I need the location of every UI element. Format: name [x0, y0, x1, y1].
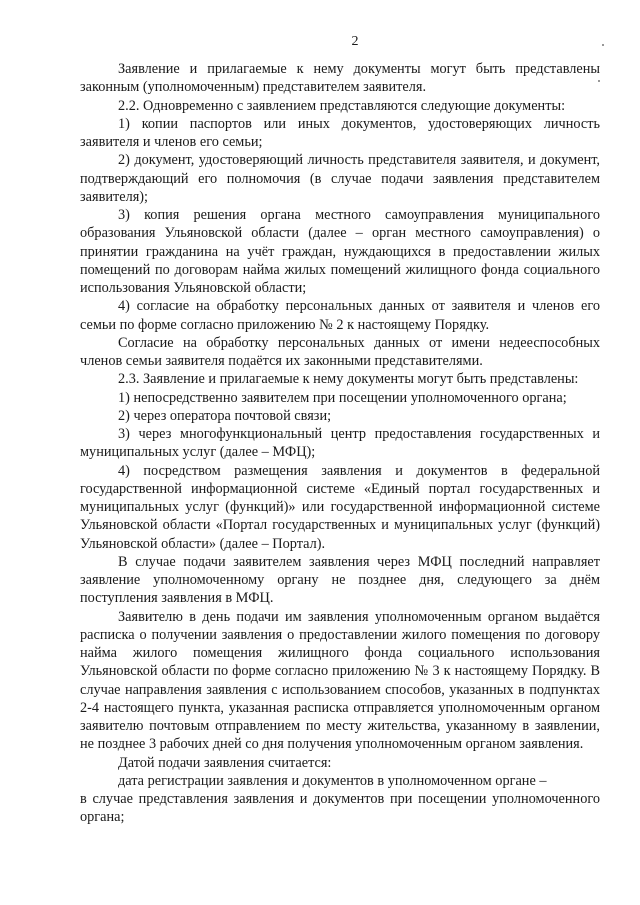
paragraph-representative: Заявление и прилагаемые к нему документы могут быть представлены законным (уполномоченным) представителем заявителя.: [80, 61, 600, 96]
page-number: 2: [351, 34, 359, 49]
paragraph-consent: Согласие на обработку персональных данных от имени недееспособных членов семьи заявителя подаётся их законными представителями.: [80, 334, 600, 369]
paragraph-2-3-item-2: 2) через оператора почтовой связи;: [118, 407, 332, 424]
paragraph-2-2-item-3: 3) копия решения органа местного самоуправления муниципального образования Ульяновской области (далее – орган местного самоуправления) о принятии гражданина на учёт граждан, нуждающихся в предоставлении жилых помещений по договорам найма жилых помещений жилищного фонда социального использования Ульяновской области;: [80, 207, 600, 296]
paragraph-2-3-item-4: 4) посредством размещения заявления и документов в федеральной государственной информационной системе «Единый портал государственных и муниципальных услуг (функций)» или государственной информационной системе Ульяновской области «Портал государственных и муниципальных услуг (функций) Ульяновской области» (далее – Портал).: [80, 462, 600, 552]
paragraph-mfc: В случае подачи заявителем заявления через МФЦ последний направляет заявление уполномоченному органу не позднее дня, следующего за днём поступления заявления в МФЦ.: [80, 553, 600, 607]
paragraph-2-2-item-2: 2) документ, удостоверяющий личность представителя заявителя, и документ, подтверждающий его полномочия (в случае подачи заявления представителем заявителя);: [80, 152, 600, 205]
paragraph-2-2-item-4: 4) согласие на обработку персональных данных от заявителя и членов его семьи по форме согласно приложению № 2 к настоящему Порядку.: [80, 298, 600, 333]
paragraph-2-3-item-1: 1) непосредственно заявителем при посещении уполномоченного органа;: [118, 389, 567, 406]
paragraph-2-2-heading: 2.2. Одновременно с заявлением представляются следующие документы:: [118, 97, 566, 114]
document-body: [80, 60, 600, 827]
scan-speck: [598, 80, 600, 82]
paragraph-filing-date: Датой подачи заявления считается:: [118, 754, 332, 771]
paragraph-receipt: Заявителю в день подачи им заявления уполномоченным органом выдаётся расписка о получении заявления о предоставлении жилого помещения по договору найма жилого помещения жилищного фонда социального использования Ульяновской области по форме согласно приложению № 3 к настоящему Порядку. В случае направления заявления с использованием способов, указанных в подпунктах 2-4 настоящего пункта, указанная расписка отправляется уполномоченным органом заявителю почтовым отправлением по месту жительства, указанному в заявлении, не позднее 3 рабочих дней со дня получения уполномоченным органом заявления.: [80, 608, 600, 753]
paragraph-registration-date: дата регистрации заявления и документов в уполномоченном органе –: [118, 772, 547, 789]
paragraph-2-3-heading: 2.3. Заявление и прилагаемые к нему документы могут быть представлены:: [118, 371, 579, 388]
paragraph-2-2-item-1: 1) копии паспортов или иных документов, удостоверяющих личность заявителя и членов его семьи;: [80, 115, 600, 150]
paragraph-in-person: в случае представления заявления и документов при посещении уполномоченного органа;: [80, 791, 600, 826]
scan-speck: [602, 44, 604, 46]
paragraph-2-3-item-3: 3) через многофункциональный центр предоставления государственных и муниципальных услуг (далее – МФЦ);: [80, 426, 600, 461]
